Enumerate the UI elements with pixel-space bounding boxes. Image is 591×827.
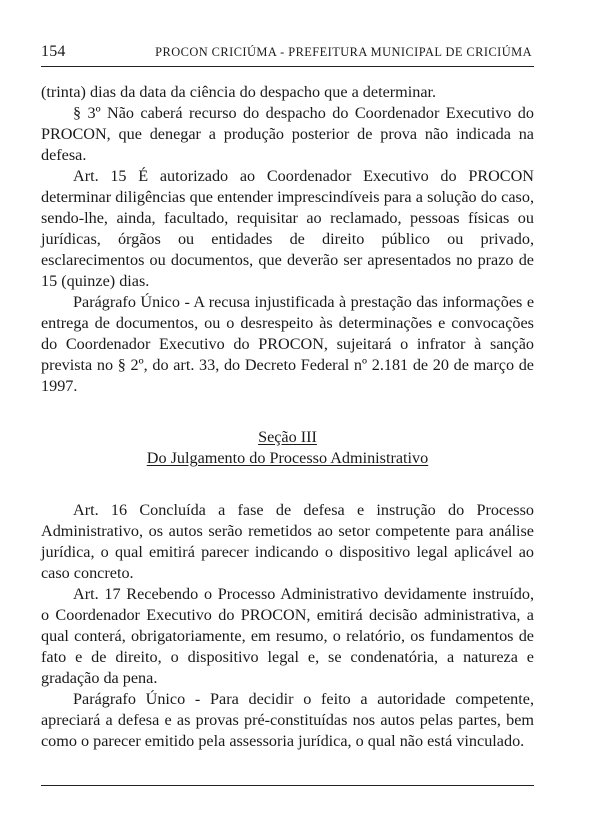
paragraph-art-16: Art. 16 Concluída a fase de defesa e instrução do Processo Administrativo, os autos serão remetidos ao setor competente para análise jurídica, o qual emitirá parecer indicando o dispositivo legal aplicável ao caso concreto. (41, 501, 534, 582)
paragraph-art-15: Art. 15 É autorizado ao Coordenador Executivo do PROCON determinar diligências que entender imprescindíveis para a solução do caso, sendo-lhe, ainda, facultado, requisitar ao reclamado, pessoas físicas ou jurídicas, órgãos ou entidades de direito público ou privado, esclarecimentos ou documentos, que deverão ser apresentados no prazo de 15 (quinze) dias. (41, 167, 534, 290)
body-text-bottom (41, 500, 534, 752)
running-title: PROCON CRICIÚMA - PREFEITURA MUNICIPAL DE CRICIÚMA (155, 45, 532, 59)
page-number: 154 (41, 43, 66, 60)
section-number: Seção III (258, 428, 317, 446)
page-header (41, 43, 534, 65)
section-heading (41, 427, 534, 469)
paragraph-art-17: Art. 17 Recebendo o Processo Administrativo devidamente instruído, o Coordenador Executivo do PROCON, emitirá decisão administrativa, a qual conterá, obrigatoriamente, em resumo, o relatório, os fundamentos de fato e de direito, o dispositivo legal e, se condenatória, a natureza e gradação da pena. (41, 585, 534, 687)
section-title: Do Julgamento do Processo Administrativo (146, 449, 429, 467)
header-rule (41, 66, 534, 67)
paragraph-sole-paragraph-1: Parágrafo Único - A recusa injustificada à prestação das informações e entrega de documentos, ou o desrespeito às determinações e convocações do Coordenador Executivo do PROCON, sujeitará o infrator à sanção prevista no § 2º, do art. 33, do Decreto Federal nº 2.181 de 20 de março de 1997. (41, 293, 534, 395)
body-text-top (41, 82, 534, 397)
paragraph-section-3: § 3º Não caberá recurso do despacho do Coordenador Executivo do PROCON, que denegar a produção posterior de prova não indicada na defesa. (41, 104, 534, 164)
footer-rule (41, 785, 534, 786)
paragraph-sole-paragraph-2: Parágrafo Único - Para decidir o feito a autoridade competente, apreciará a defesa e as provas pré-constituídas nos autos pelas partes, bem como o parecer emitido pela assessoria jurídica, o qual não está vinculado. (41, 690, 534, 750)
paragraph-continuation: (trinta) dias da data da ciência do despacho que a determinar. (41, 83, 437, 101)
